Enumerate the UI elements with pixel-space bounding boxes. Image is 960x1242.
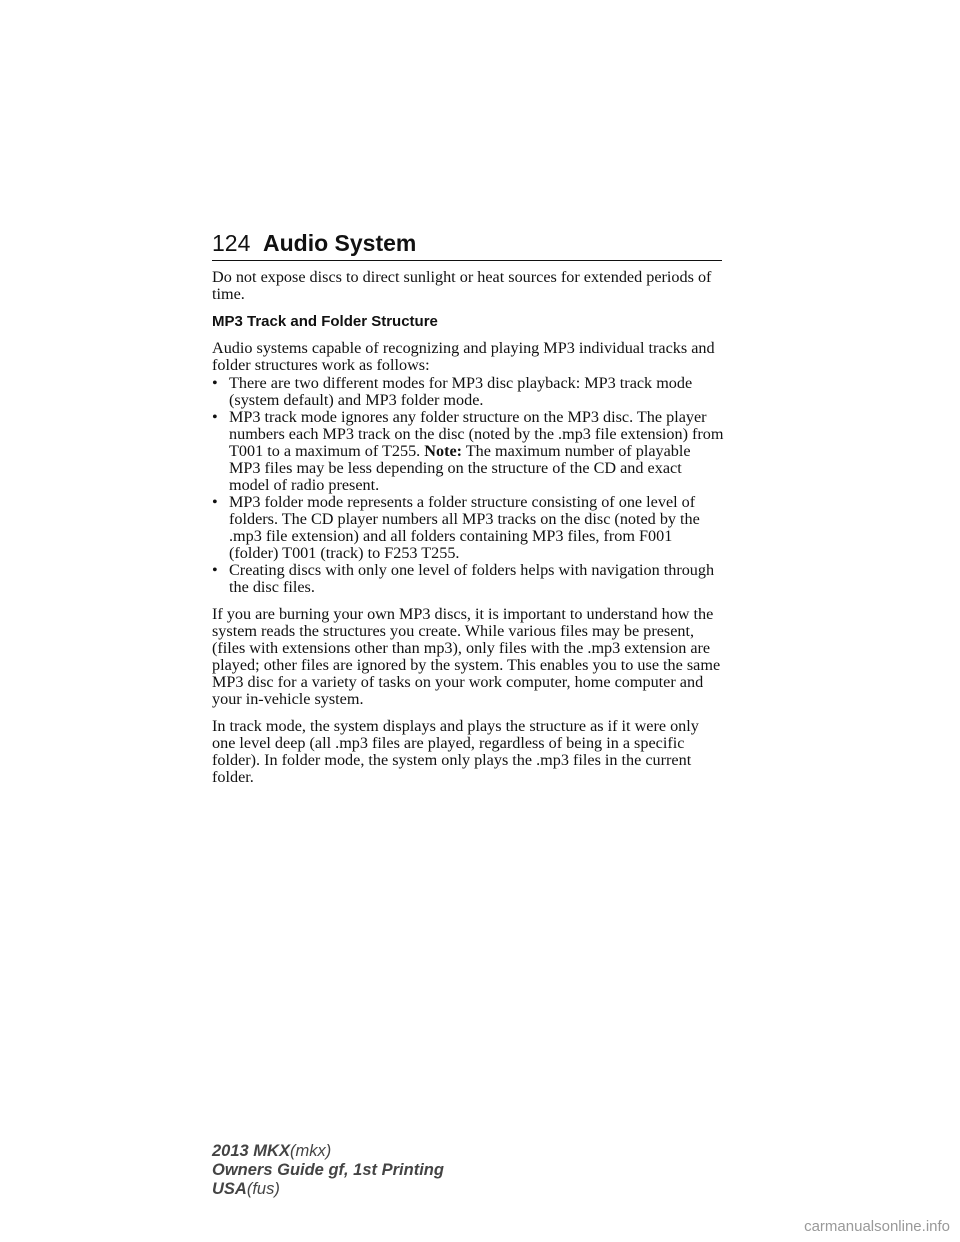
list-item bbox=[212, 375, 724, 409]
header-divider bbox=[212, 260, 722, 261]
note-text: The maximum number of playable MP3 files may be less depending on the structure of the CD and exact model of radio present. bbox=[229, 442, 691, 494]
footer-region: USA bbox=[212, 1180, 247, 1198]
footer-model: 2013 MKX bbox=[212, 1142, 290, 1160]
note-label: Note: bbox=[424, 442, 463, 460]
list-item-text: MP3 folder mode represents a folder structure consisting of one level of folders. The CD player numbers all MP3 tracks on the disc (noted by the .mp3 file extension) and all folders containing MP3 files, from F001 (folder) T001 (track) to F253 T255. bbox=[229, 493, 700, 562]
footer-region-code: (fus) bbox=[246, 1180, 280, 1198]
list-item bbox=[212, 409, 724, 494]
bullet-icon: • bbox=[212, 374, 218, 392]
bullet-icon: • bbox=[212, 408, 218, 426]
subheading: MP3 Track and Folder Structure bbox=[212, 313, 438, 330]
list-item-text: Creating discs with only one level of folders helps with navigation through the disc files. bbox=[229, 561, 715, 596]
list-item-text: MP3 track mode ignores any folder structure on the MP3 disc. The player numbers each MP3 track on the disc (noted by the .mp3 file extension) from T001 to a maximum of T255. bbox=[229, 408, 724, 460]
page-content bbox=[212, 269, 724, 796]
list-item-text: There are two different modes for MP3 disc playback: MP3 track mode (system default) and MP3 folder mode. bbox=[229, 374, 693, 409]
bullet-icon: • bbox=[212, 493, 218, 511]
list-item bbox=[212, 494, 724, 562]
list-item bbox=[212, 562, 724, 596]
section-title: Audio System bbox=[263, 230, 417, 256]
paragraph-burning-discs: If you are burning your own MP3 discs, it is important to understand how the system reads the structures you create. While various files may be present, (files with extensions other than mp3), only files with the .mp3 extension are played; other files are ignored by the system. This enables you to use the same MP3 disc for a variety of tasks on your work computer, home computer and your in-vehicle system. bbox=[212, 605, 721, 708]
intro-paragraph: Do not expose discs to direct sunlight or heat sources for extended periods of time. bbox=[212, 268, 712, 303]
bullet-list bbox=[212, 375, 724, 596]
footer-guide-line: Owners Guide gf, 1st Printing bbox=[212, 1161, 444, 1179]
paragraph-mp3-intro: Audio systems capable of recognizing and playing MP3 individual tracks and folder structures work as follows: bbox=[212, 339, 715, 374]
page-footer bbox=[212, 1142, 444, 1199]
bullet-icon: • bbox=[212, 561, 218, 579]
footer-model-code: (mkx) bbox=[289, 1142, 332, 1160]
watermark: carmanualsonline.info bbox=[804, 1218, 950, 1235]
page-number: 124 bbox=[212, 230, 251, 256]
paragraph-track-folder-mode: In track mode, the system displays and plays the structure as if it were only one level deep (all .mp3 files are played, regardless of being in a specific folder). In folder mode, the system only plays the .mp3 files in the current folder. bbox=[212, 717, 699, 786]
page-header bbox=[212, 228, 722, 262]
footer-region-line bbox=[212, 1180, 444, 1199]
footer-model-line bbox=[212, 1142, 444, 1161]
